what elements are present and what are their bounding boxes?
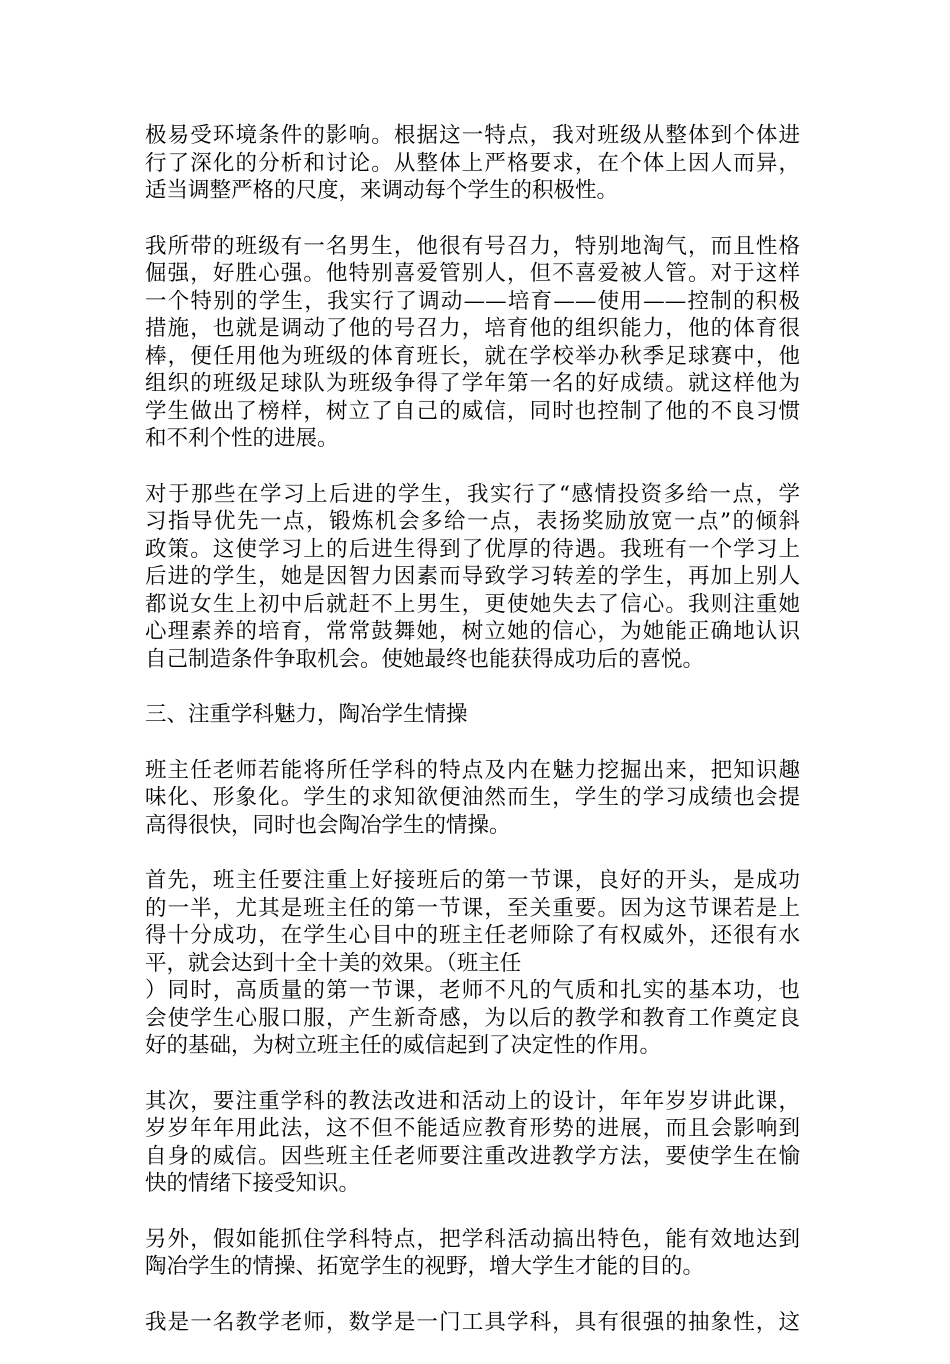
- text-line: 后进的学生，她是因智力因素而导致学习转差的学生，再加上别人: [145, 564, 800, 589]
- text-line: 适当调整严格的尺度，来调动每个学生的积极性。: [145, 178, 619, 203]
- paragraph-1: [145, 122, 800, 205]
- paragraph-3: [145, 481, 800, 674]
- text-line: 陶冶学生的情操、拓宽学生的视野，增大学生才能的目的。: [145, 1254, 705, 1279]
- text-line: 得十分成功，在学生心目中的班主任老师除了有权威外，还很有水: [145, 923, 800, 948]
- text-line: 我所带的班级有一名男生，他很有号召力，特别地淘气，而且性格: [145, 233, 800, 259]
- text-line: 棒，便任用他为班级的体育班长，就在学校举办秋季足球赛中，他: [145, 343, 800, 369]
- text-line: 我是一名教学老师，数学是一门工具学科，具有很强的抽象性，这: [145, 1309, 800, 1335]
- document-body: [145, 122, 800, 1364]
- text-line: 和不利个性的进展。: [145, 426, 339, 451]
- text-line: 对于那些在学习上后进的学生，我实行了“感情投资多给一点，学: [145, 481, 800, 507]
- text-line: 的一半，尤其是班主任的第一节课，至关重要。因为这节课若是上: [145, 895, 800, 921]
- paragraph-8: [145, 1309, 800, 1337]
- text-line: 另外，假如能抓住学科特点，把学科活动搞出特色，能有效地达到: [145, 1226, 800, 1252]
- paragraph-6: [145, 1088, 800, 1198]
- text-line: 倔强，好胜心强。他特别喜爱管别人，但不喜爱被人管。对于这样: [145, 261, 800, 286]
- section-heading: [145, 701, 800, 729]
- text-line: 学生做出了榜样，树立了自己的威信，同时也控制了他的不良习惯: [145, 398, 800, 424]
- text-line: 好的基础，为树立班主任的威信起到了决定性的作用。: [145, 1033, 662, 1058]
- text-line: 高得很快，同时也会陶冶学生的情操。: [145, 812, 511, 838]
- text-line: 其次，要注重学科的教法改进和活动上的设计，年年岁岁讲此课，: [145, 1088, 800, 1114]
- text-line: 岁岁年年用此法，这不但不能适应教育形势的进展，而且会影响到: [145, 1116, 800, 1141]
- text-line: 极易受环境条件的影响。根据这一特点，我对班级从整体到个体进: [145, 123, 800, 148]
- text-line: 一个特别的学生，我实行了调动——培育——使用——控制的积极: [145, 288, 800, 314]
- text-line: 行了深化的分析和讨论。从整体上严格要求，在个体上因人而异，: [145, 150, 800, 176]
- paragraph-4: [145, 757, 800, 840]
- text-line: 习指导优先一点，锻炼机会多给一点，表扬奖励放宽一点”的倾斜: [145, 509, 800, 534]
- section-heading-text: 三、注重学科魅力，陶冶学生情操: [145, 702, 468, 727]
- text-line: ）同时，高质量的第一节课，老师不凡的气质和扎实的基本功，也: [145, 978, 800, 1003]
- text-line: 都说女生上初中后就赶不上男生，更使她失去了信心。我则注重她: [145, 591, 800, 617]
- paragraph-2: [145, 233, 800, 453]
- text-line: 首先，班主任要注重上好接班后的第一节课，良好的开头，是成功: [145, 868, 800, 893]
- text-line: 措施，也就是调动了他的号召力，培育他的组织能力，他的体育很: [145, 316, 800, 341]
- text-line: 味化、形象化。学生的求知欲便油然而生，学生的学习成绩也会提: [145, 785, 800, 810]
- paragraph-5: [145, 867, 800, 1060]
- text-line: 快的情绪下接受知识。: [145, 1171, 361, 1196]
- text-line: 心理素养的培育，常常鼓舞她，树立她的信心，为她能正确地认识: [145, 619, 800, 644]
- text-line: 自身的威信。因些班主任老师要注重改进教学方法，要使学生在愉: [145, 1143, 800, 1169]
- text-line: 班主任老师若能将所任学科的特点及内在魅力挖掘出来，把知识趣: [145, 757, 800, 783]
- paragraph-7: [145, 1226, 800, 1281]
- text-line: 自己制造条件争取机会。使她最终也能获得成功后的喜悦。: [145, 646, 705, 672]
- text-line: 政策。这使学习上的后进生得到了优厚的待遇。我班有一个学习上: [145, 536, 800, 562]
- text-line: 平，就会达到十全十美的效果。（班主任: [145, 950, 522, 976]
- text-line: 会使学生心服口服，产生新奇感，为以后的教学和教育工作奠定良: [145, 1005, 800, 1031]
- text-line: 组织的班级足球队为班级争得了学年第一名的好成绩。就这样他为: [145, 371, 800, 396]
